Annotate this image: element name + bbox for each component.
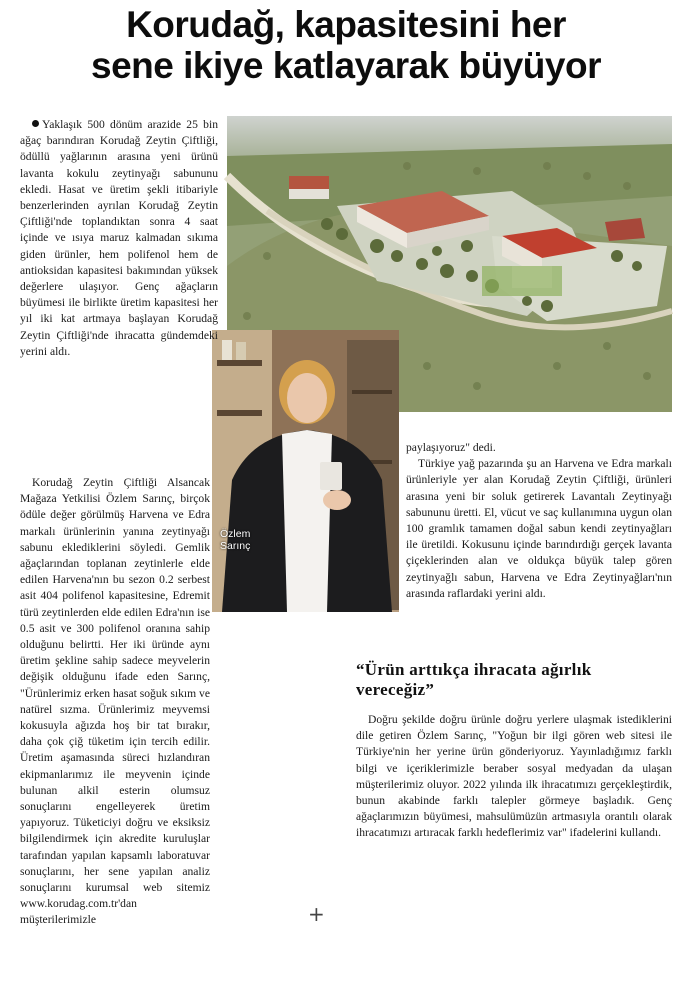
column-1-top (20, 117, 218, 360)
crop-mark-icon: + (308, 902, 325, 926)
body-paragraph-2: Korudağ Zeytin Çiftliği Alsancak Mağaza Yetkilisi Özlem Sarınç, birçok ödüle değer görülmüş Harvena ve Edra markalı ürünlerinin yanına zeytinyağı sabunu eklediklerini söyledi. Gemlik ağaçlarından toplanan zeytinlerle elde edilen Harvena'nın bu sezon 0.2 serbest asit 404 polifenol kapasitesine, Edremit türü zeytinlerden elde edilen Edra'nın ise 0.5 asit ve 300 polifenol oranına sahip olduğunu belirtti. Her iki üründe aynı üretim şekline sahip sadece meyvelerin değişik olduğunu ifade eden Sarınç, "Ürünlerimiz erken hasat soğuk sıkım ve natürel sızma. Ürünlerimiz meyvemsi kokusuyla ağızda hoş bir tat bırakır, daha çok çiğ tüketim için tercih edilir. Üretim aşamasında süreci hızlandıran ekipmanlarımız ile meyvenin içinde bulunan alkil esterin olumsuz sonuçlarını engelleyerek üretim yapıyoruz. Tüketiciyi doğru ve eksiksiz bilgilendirmek için akredite kuruluşlar tarafından yapılan kapsamlı laboratuvar sonuçlarını, her sene yapılan analiz sonuçlarını kurumsal web sitemiz www.korudag.com.tr'dan müşterilerimizle (20, 476, 210, 927)
body-paragraph-quote-end: paylaşıyoruz" dedi. (406, 441, 496, 454)
portrait-illustration (212, 330, 399, 612)
portrait-photo (212, 330, 399, 612)
body-paragraph-export: Doğru şekilde doğru ürünle doğru yerlere ulaşmak istediklerini dile getiren Özlem Sarınç, "Yoğun bir ilgi gören web sitesi ile Türkiye'nin her yerine ürün gönderiyoruz. Yayınladığımız farklı bilgi ve içeriklerimizle beraber sosyal medyadan da ulaşan müşterilerimiz oluyor. 2022 yılında ilk ihracatımızı gerçekleştirdik, bunun akabinde farklı talepler görmeye başladık. Genç ağaçlarımızın büyümesi, mahsulümüzün artmasıyla orantılı olarak ihracatımızı artıracak farklı hedeflerimiz var" ifadelerini kullandı. (356, 713, 672, 840)
headline-line-2: sene ikiye katlayarak büyüyor (91, 45, 601, 86)
column-2 (406, 440, 672, 602)
column-1-bottom (20, 475, 210, 927)
headline-line-1: Korudağ, kapasitesini her (126, 4, 566, 45)
bullet-icon (32, 120, 39, 127)
photo-caption-line-1: Özlem (220, 528, 251, 540)
intro-paragraph: Yaklaşık 500 dönüm arazide 25 bin ağaç barındıran Korudağ Zeytin Çiftliği, ödüllü yağlarının arasına yeni ürünü lavanta kokulu zeytinyağı sabununu ekledi. Hasat ve üretim şekli itibariyle benzerlerinden ayrılan Korudağ Zeytin Çiftliği'nde toplandıktan sonra 4 saat içinde ve ısıya maruz kalmadan sıkıma giden ürünler, hem polifenol hem de antioksidan kapasitesi bakımından yüksek değerlere ulaşıyor. Genç ağaçların büyümesi ile birlikte üretim kapasitesi her yıl iki kat artmaya başlayan Korudağ Zeytin Çiftliği'nde ihracatta gündemdeki yerini aldı. (20, 118, 218, 358)
body-paragraph-soap: Türkiye yağ pazarında şu an Harvena ve Edra markalı ürünleriyle yer alan Korudağ Zeytin Çiftliği, ürünleri arasına yeni bir soluk getirerek Lavantalı Zeytinyağı sabununu üretti. El, vücut ve saç kullanımına uygun olan 100 gramlık tamamen doğal sabun kendi zeytinyağları ile üretildi. Kokusunu içinde barındırdığı gerçek lavanta çiçeklerinden alan ve oldukça büyük talep gören zeytinyağlı sabun, Harvena ve Edra Zeytinyağları'nın arasında raflardaki yerini aldı. (406, 457, 672, 600)
subheading: “Ürün arttıkça ihracata ağırlık vereceğiz” (356, 660, 592, 699)
photo-caption (220, 528, 250, 552)
photo-caption-line-2: Sarınç (220, 540, 251, 552)
column-2-bottom (356, 712, 672, 842)
headline (10, 4, 682, 86)
